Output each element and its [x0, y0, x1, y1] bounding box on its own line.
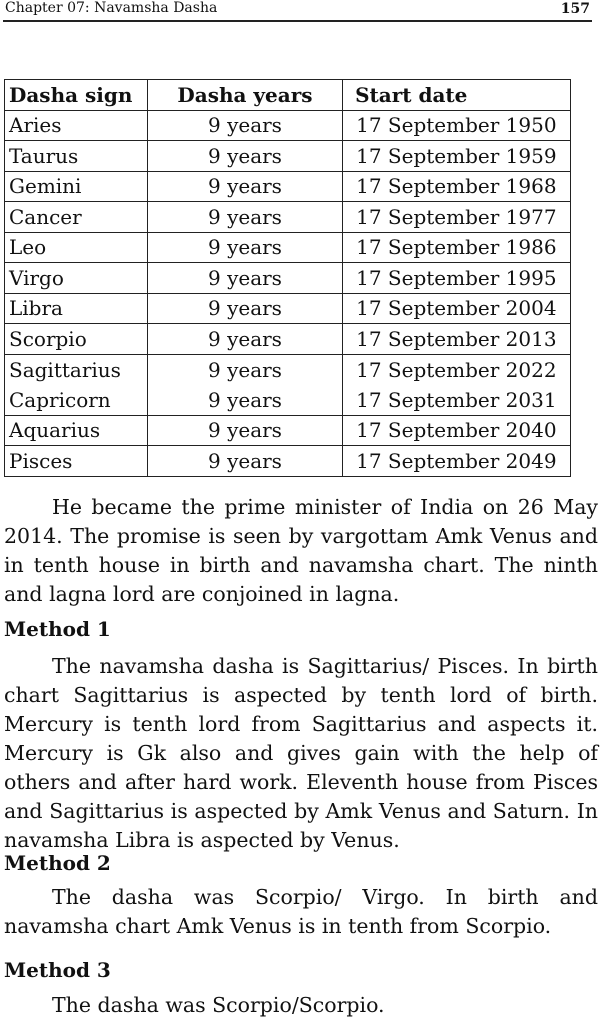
start-date-cell: 17 September 2013 — [343, 324, 571, 355]
dasha-sign-cell: Sagittarius — [5, 354, 148, 385]
dasha-sign-cell: Cancer — [5, 202, 148, 233]
dasha-years-cell: 9 years — [147, 324, 342, 355]
page-number: 157 — [560, 1, 590, 17]
dasha-sign-cell: Aries — [5, 110, 148, 141]
method2-heading: Method 2 — [4, 851, 111, 875]
dasha-sign-cell: Virgo — [5, 263, 148, 294]
start-date-cell: 17 September 1950 — [343, 110, 571, 141]
method1-heading: Method 1 — [4, 617, 111, 641]
start-date-cell: 17 September 2040 — [343, 415, 571, 446]
table-row — [5, 446, 571, 477]
table-row — [5, 324, 571, 355]
running-head — [3, 0, 592, 22]
dasha-years-cell: 9 years — [147, 385, 342, 416]
dasha-years-cell: 9 years — [147, 293, 342, 324]
table-header-row — [5, 80, 571, 111]
table-row — [5, 415, 571, 446]
dasha-years-cell: 9 years — [147, 171, 342, 202]
start-date-cell: 17 September 1968 — [343, 171, 571, 202]
table-row — [5, 171, 571, 202]
start-date-cell: 17 September 2049 — [343, 446, 571, 477]
method2-paragraph-block — [4, 883, 598, 941]
start-date-cell: 17 September 2022 — [343, 354, 571, 385]
dasha-years-cell: 9 years — [147, 263, 342, 294]
start-date-cell: 17 September 1977 — [343, 202, 571, 233]
dasha-sign-cell: Scorpio — [5, 324, 148, 355]
method3-paragraph: The dasha was Scorpio/Scorpio. — [52, 993, 385, 1017]
start-date-cell: 17 September 2004 — [343, 293, 571, 324]
dasha-years-cell: 9 years — [147, 415, 342, 446]
table-row — [5, 232, 571, 263]
method1-paragraph-block — [4, 652, 598, 855]
intro-paragraph: He became the prime minister of India on 26 May 2014. The promise is seen by vargottam Amk Venus and in tenth house in birth and navamsha chart. The ninth and lagna lord are conjoined in lagna. — [4, 495, 598, 606]
start-date-cell: 17 September 1995 — [343, 263, 571, 294]
method3-paragraph-block — [4, 991, 598, 1020]
table-row — [5, 202, 571, 233]
column-header: Dasha sign — [5, 80, 148, 111]
dasha-sign-cell: Capricorn — [5, 385, 148, 416]
chapter-title: Chapter 07: Navamsha Dasha — [5, 0, 218, 16]
column-header: Dasha years — [147, 80, 342, 111]
table-row — [5, 385, 571, 416]
dasha-sign-cell: Aquarius — [5, 415, 148, 446]
dasha-years-cell: 9 years — [147, 202, 342, 233]
table-row — [5, 293, 571, 324]
dasha-years-cell: 9 years — [147, 110, 342, 141]
method1-paragraph: The navamsha dasha is Sagittarius/ Pisces. In birth chart Sagittarius is aspected by tenth lord of birth. Mercury is tenth lord from Sagittarius and aspects it. Mercury is Gk also and gives gain with the help of others and after hard work. Eleventh house from Pisces and Sagittarius is aspected by Amk Venus and Saturn. In navamsha Libra is aspected by Venus. — [4, 654, 598, 852]
method2-paragraph: The dasha was Scorpio/ Virgo. In birth and navamsha chart Amk Venus is in tenth from Scorpio. — [4, 885, 598, 938]
table-row — [5, 263, 571, 294]
dasha-sign-cell: Pisces — [5, 446, 148, 477]
column-header: Start date — [343, 80, 571, 111]
dasha-years-cell: 9 years — [147, 354, 342, 385]
start-date-cell: 17 September 1959 — [343, 141, 571, 172]
method3-heading: Method 3 — [4, 958, 111, 982]
dasha-table — [4, 79, 571, 477]
start-date-cell: 17 September 2031 — [343, 385, 571, 416]
dasha-sign-cell: Leo — [5, 232, 148, 263]
dasha-years-cell: 9 years — [147, 141, 342, 172]
dasha-sign-cell: Libra — [5, 293, 148, 324]
dasha-sign-cell: Gemini — [5, 171, 148, 202]
table-row — [5, 354, 571, 385]
start-date-cell: 17 September 1986 — [343, 232, 571, 263]
dasha-sign-cell: Taurus — [5, 141, 148, 172]
table-row — [5, 110, 571, 141]
dasha-years-cell: 9 years — [147, 446, 342, 477]
intro-paragraph-block — [4, 493, 598, 609]
table-row — [5, 141, 571, 172]
dasha-years-cell: 9 years — [147, 232, 342, 263]
